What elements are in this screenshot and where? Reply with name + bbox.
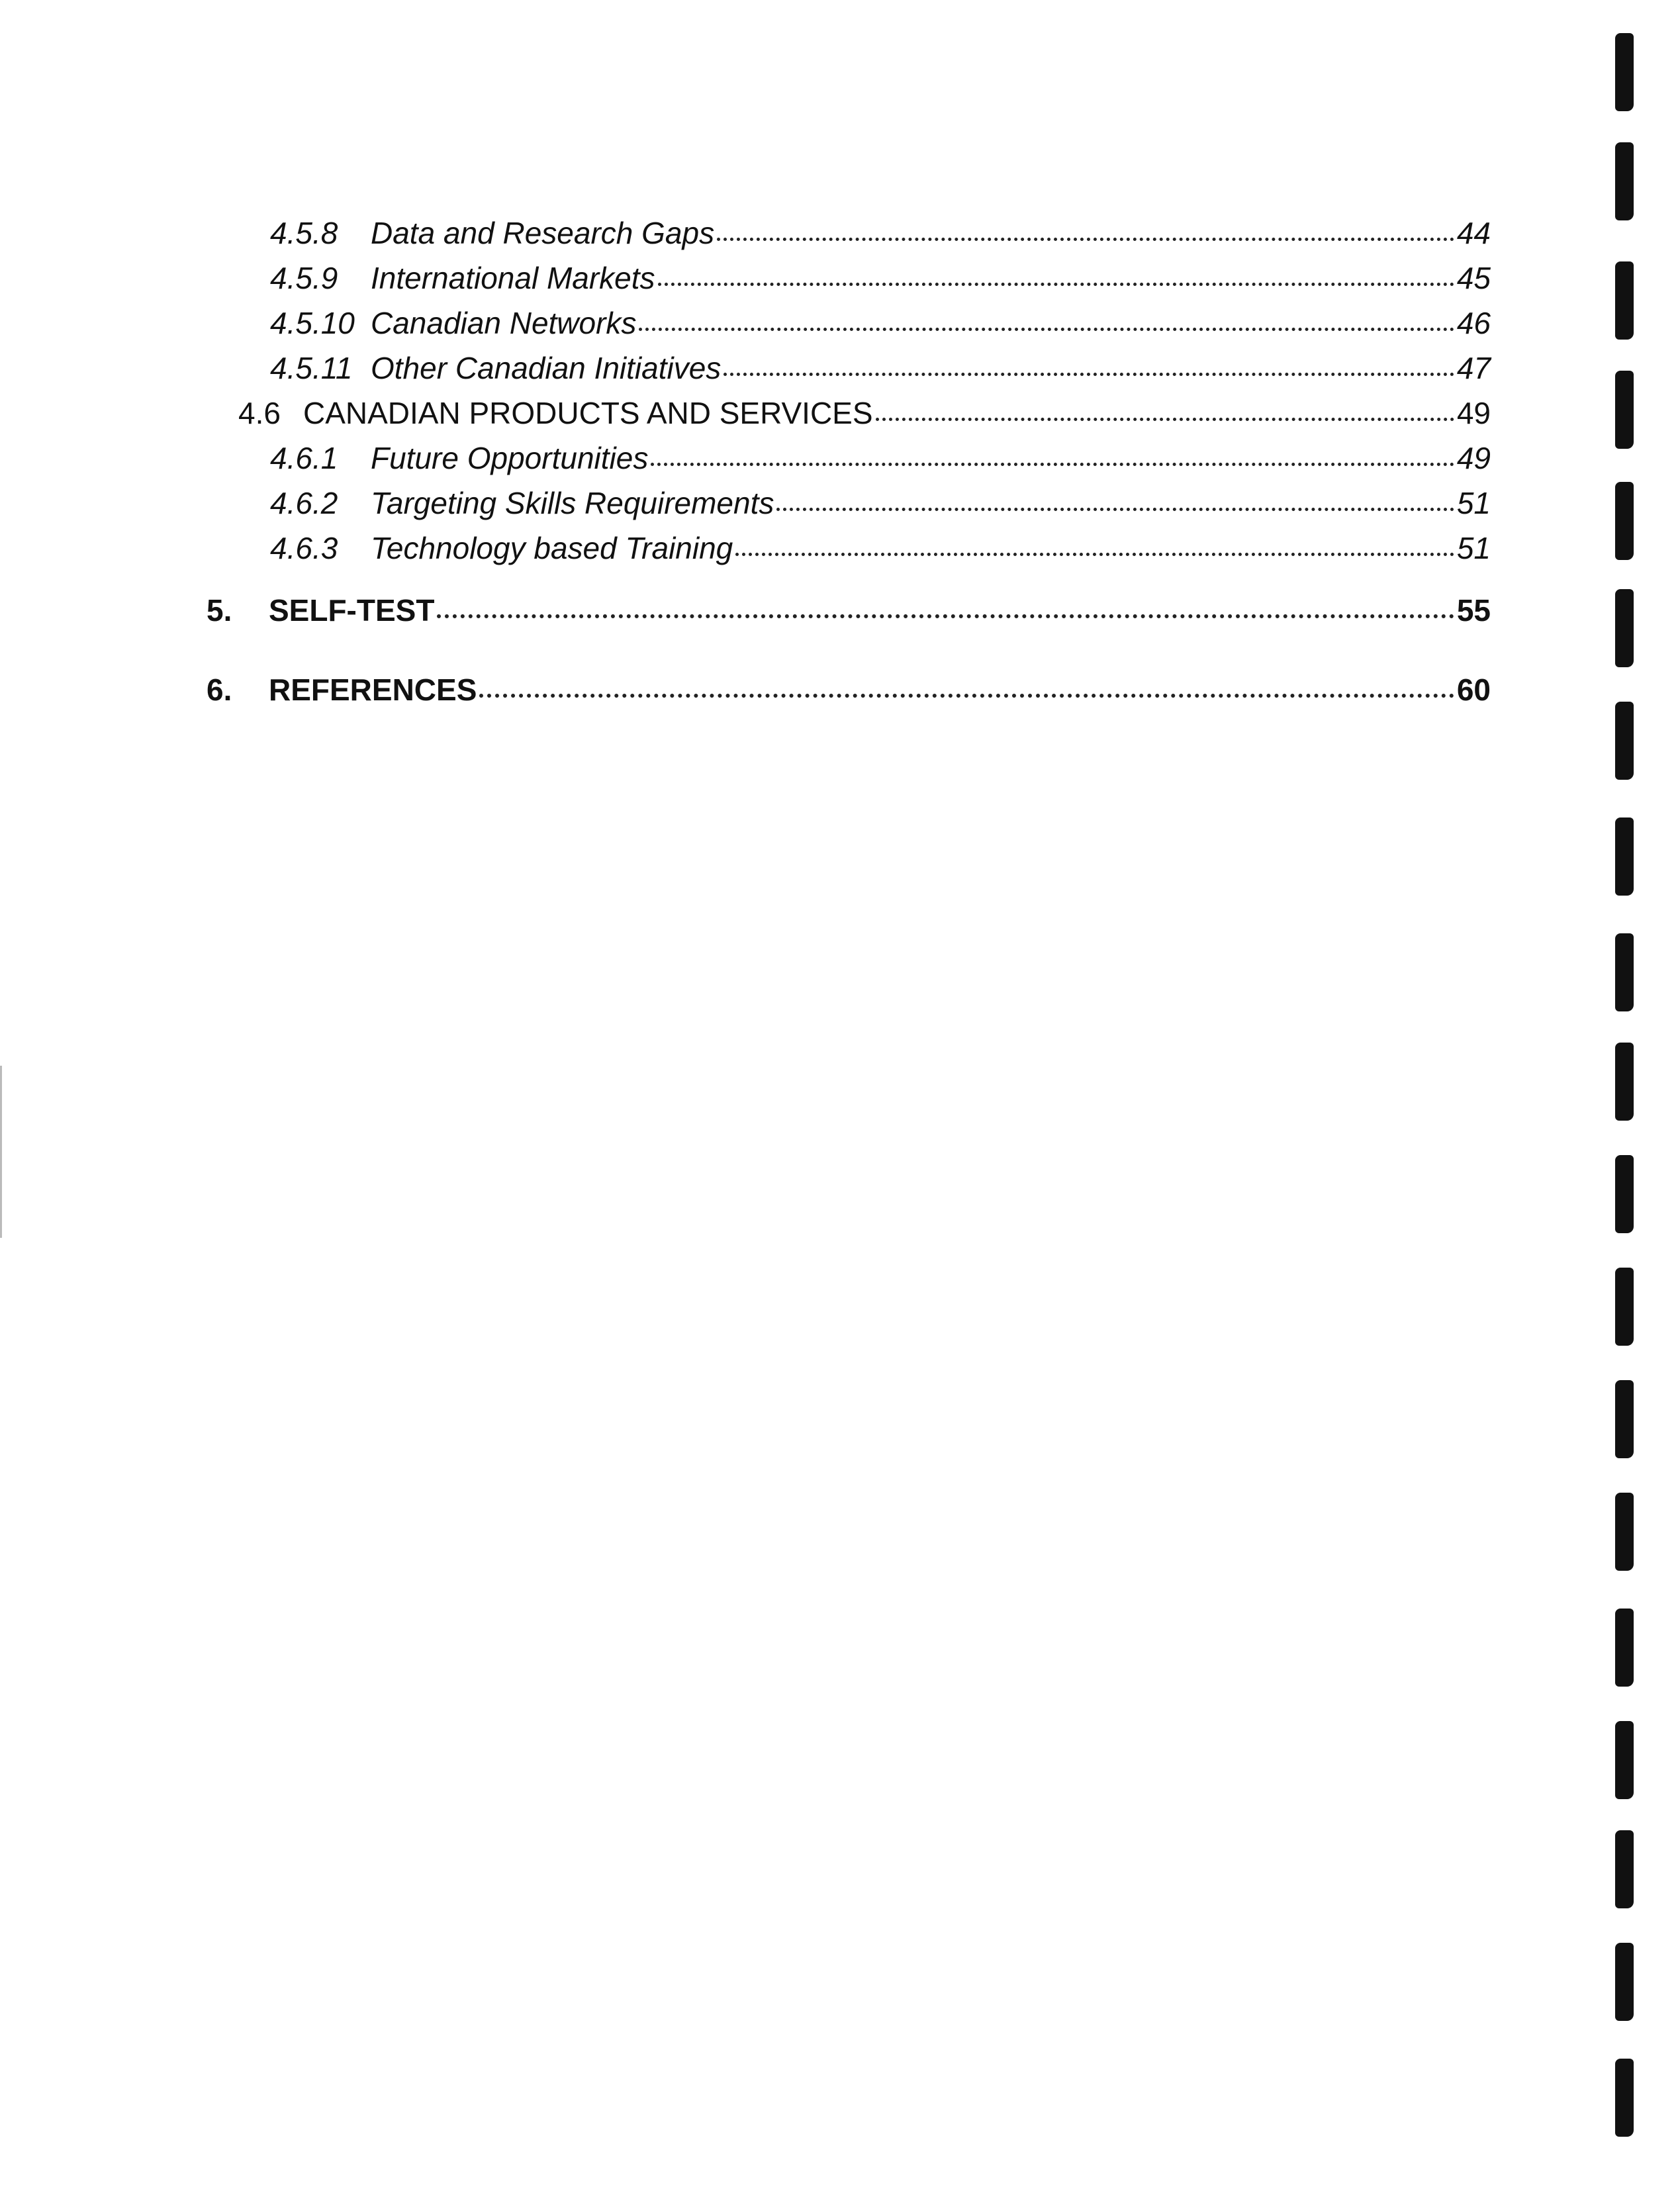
dot-leader: [776, 483, 1454, 514]
dot-leader: [479, 670, 1454, 700]
toc-entry-page: 51: [1456, 531, 1491, 565]
toc-entry-number: 4.6.2: [270, 486, 338, 520]
dot-leader: [639, 303, 1454, 334]
toc-entry-4-6-2: [270, 483, 1491, 523]
dot-leader: [651, 438, 1454, 469]
dot-leader: [658, 258, 1454, 289]
toc-entry-title: CANADIAN PRODUCTS AND SERVICES: [303, 396, 873, 430]
toc-entry-4-6: [238, 393, 1491, 433]
binding-hole: [1615, 1268, 1634, 1346]
binding-hole: [1615, 1380, 1634, 1458]
toc-entry-title: Technology based Training: [371, 531, 733, 565]
toc-entry-title: Canadian Networks: [371, 306, 637, 340]
toc-entry-title: Targeting Skills Requirements: [371, 486, 774, 520]
binding-hole: [1615, 1609, 1634, 1687]
binding-hole: [1615, 33, 1634, 111]
binding-hole: [1615, 1830, 1634, 1908]
toc-entry-title: SELF-TEST: [269, 593, 435, 628]
dot-leader: [723, 348, 1454, 379]
toc-entry-4-5-10: [270, 303, 1491, 343]
binding-hole: [1615, 1721, 1634, 1799]
toc-entry-4-5-9: [270, 258, 1491, 298]
binding-hole: [1615, 1493, 1634, 1571]
toc-entry-title: REFERENCES: [269, 673, 477, 707]
toc-entry-4-5-11: [270, 348, 1491, 388]
toc-entry-page: 49: [1456, 396, 1491, 430]
binding-hole: [1615, 1043, 1634, 1121]
dot-leader: [735, 528, 1454, 559]
binding-hole: [1615, 2059, 1634, 2137]
toc-entry-page: 45: [1456, 261, 1491, 295]
binding-hole: [1615, 1155, 1634, 1233]
toc-entry-number: 4.6: [238, 396, 281, 430]
toc-entry-page: 46: [1456, 306, 1491, 340]
toc-entry-number: 4.5.8: [270, 216, 338, 250]
toc-entry-number: 6.: [207, 673, 232, 707]
binding-holes: [1615, 0, 1655, 2193]
toc-entry-5: [207, 590, 1491, 630]
binding-hole: [1615, 817, 1634, 896]
binding-hole: [1615, 933, 1634, 1011]
toc-entry-4-5-8: [270, 213, 1491, 253]
dot-leader: [437, 590, 1454, 621]
binding-hole: [1615, 482, 1634, 560]
toc-entry-title: Other Canadian Initiatives: [371, 351, 722, 385]
toc-entry-4-6-1: [270, 438, 1491, 478]
toc-entry-page: 44: [1456, 216, 1491, 250]
toc-entry-title: Future Opportunities: [371, 441, 649, 475]
toc-entry-number: 4.5.9: [270, 261, 338, 295]
toc-entry-page: 49: [1456, 441, 1491, 475]
toc-entry-number: 4.5.11: [270, 351, 353, 385]
toc-entry-number: 5.: [207, 593, 232, 628]
toc-entry-number: 4.5.10: [270, 306, 355, 340]
binding-hole: [1615, 702, 1634, 780]
binding-hole: [1615, 261, 1634, 340]
toc-entry-page: 47: [1456, 351, 1491, 385]
toc-entry-number: 4.6.3: [270, 531, 338, 565]
scan-edge-mark: [0, 1066, 2, 1238]
binding-hole: [1615, 371, 1634, 449]
dot-leader: [876, 393, 1454, 424]
dot-leader: [717, 213, 1454, 244]
toc-entry-page: 60: [1456, 673, 1491, 707]
binding-hole: [1615, 142, 1634, 220]
toc-entry-title: Data and Research Gaps: [371, 216, 715, 250]
binding-hole: [1615, 1943, 1634, 2021]
toc-entry-page: 51: [1456, 486, 1491, 520]
binding-hole: [1615, 589, 1634, 667]
toc-entry-page: 55: [1456, 593, 1491, 628]
toc-entry-4-6-3: [270, 528, 1491, 568]
toc-entry-title: International Markets: [371, 261, 655, 295]
toc-entry-number: 4.6.1: [270, 441, 338, 475]
toc-entry-6: [207, 670, 1491, 710]
